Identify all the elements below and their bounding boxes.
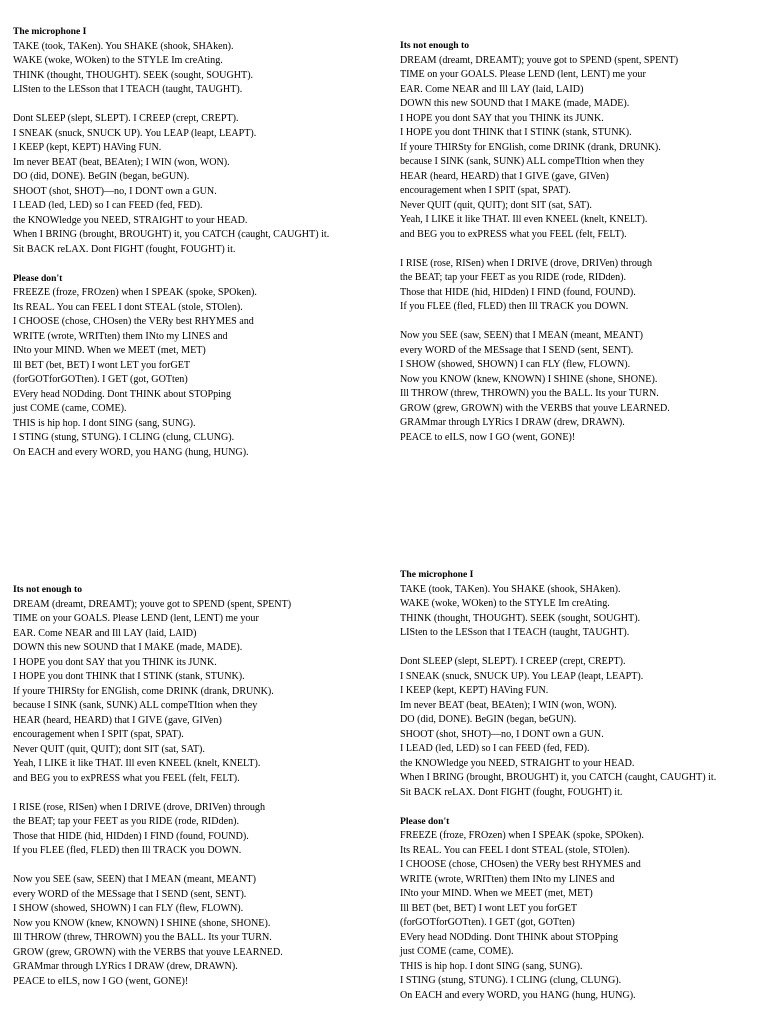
lyric-line: SHOOT (shot, SHOT)—no, I DONT own a GUN. — [13, 185, 217, 197]
lyric-line: and BEG you to exPRESS what you FEEL (felt, FELT). — [400, 228, 627, 240]
lyric-line: GROW (grew, GROWN) with the VERBS that youve LEARNED. — [400, 402, 670, 414]
lyric-line: and BEG you to exPRESS what you FEEL (felt, FELT). — [13, 772, 240, 784]
stanza-gap — [400, 242, 678, 257]
lyric-line: TAKE (took, TAKen). You SHAKE (shook, SHAken). — [13, 40, 234, 52]
lyric-line: WRITE (wrote, WRITten) them INto my LINES and — [13, 330, 228, 342]
lyric-line: DOWN this new SOUND that I MAKE (made, MADE). — [400, 98, 630, 109]
lyric-line: WRITE (wrote, WRITten) them INto my LINES and — [400, 873, 615, 885]
stanza-gap — [400, 641, 716, 656]
lyric-line: I HOPE you dont SAY that you THINK its JUNK. — [13, 656, 217, 668]
lyric-line: because I SINK (sank, SUNK) ALL compeTItion when they — [400, 156, 645, 167]
lyric-line: Never QUIT (quit, QUIT); dont SIT (sat, SAT). — [13, 743, 205, 755]
lyric-line: I STING (stung, STUNG). I CLING (clung, CLUNG). — [13, 432, 235, 443]
lyric-line: Sit BACK reLAX. Dont FIGHT (fought, FOUGHT) it. — [400, 786, 623, 798]
lyric-line: HEAR (heard, HEARD) that I GIVE (gave, GIVen) — [400, 170, 609, 182]
lyric-line: just COME (came, COME). — [13, 403, 127, 414]
lyric-line: GROW (grew, GROWN) with the VERBS that youve LEARNED. — [13, 946, 283, 958]
lyric-line: Im never BEAT (beat, BEAten); I WIN (won, WON). — [400, 699, 617, 711]
lyric-line: FREEZE (froze, FROzen) when I SPEAK (spoke, SPOken). — [13, 287, 257, 298]
lyric-line: I SNEAK (snuck, SNUCK UP). You LEAP (leapt, LEAPT). — [400, 670, 644, 682]
lyric-line: I SHOW (showed, SHOWN) I can FLY (flew, FLOWN). — [13, 903, 244, 914]
stanza-title: Its not enough to — [400, 40, 470, 51]
stanza-gap — [13, 859, 291, 874]
stanza-title: The microphone I — [13, 26, 87, 37]
lyric-line: Dont SLEEP (slept, SLEPT). I CREEP (crept, CREPT). — [400, 656, 626, 667]
lyric-line: Now you SEE (saw, SEEN) that I MEAN (meant, MEANT) — [400, 330, 643, 341]
lyric-line: I SHOW (showed, SHOWN) I can FLY (flew, FLOWN). — [400, 359, 631, 370]
lyric-line: TAKE (took, TAKen). You SHAKE (shook, SHAken). — [400, 583, 621, 595]
lyric-line: Those that HIDE (hid, HIDden) I FIND (found, FOUND). — [400, 286, 636, 298]
lyric-line: INto your MIND. When we MEET (met, MET) — [400, 888, 593, 899]
lyric-line: encouragement when I SPIT (spat, SPAT). — [400, 185, 571, 196]
lyric-line: Sit BACK reLAX. Dont FIGHT (fought, FOUGHT) it. — [13, 243, 236, 255]
lyric-line: When I BRING (brought, BROUGHT) it, you CATCH (caught, CAUGHT) it. — [13, 229, 330, 240]
lyric-line: Ill THROW (threw, THROWN) you the BALL. Its your TURN. — [400, 388, 659, 399]
lyric-line: (forGOTforGOTten). I GET (got, GOTten) — [400, 917, 575, 928]
lyric-line: I HOPE you dont SAY that you THINK its JUNK. — [400, 112, 604, 124]
lyric-line: I HOPE you dont THINK that I STINK (stank, STUNK). — [400, 127, 632, 138]
lyric-line: PEACE to eILS, now I GO (went, GONE)! — [13, 975, 189, 987]
lyric-line: GRAMmar through LYRics I DRAW (drew, DRAWN). — [13, 961, 238, 972]
lyric-line: THINK (thought, THOUGHT). SEEK (sought, SOUGHT). — [400, 612, 641, 624]
lyric-line: Its REAL. You can FEEL I dont STEAL (stole, STOlen). — [400, 844, 630, 856]
lyric-line: If youre THIRSty for ENGlish, come DRINK (drank, DRUNK). — [13, 685, 274, 697]
lyric-line: WAKE (woke, WOken) to the STYLE Im creAting. — [400, 598, 610, 609]
stanza-gap — [13, 786, 291, 801]
lyrics-block-bottom-left — [13, 583, 291, 989]
lyric-line: On EACH and every WORD, you HANG (hung, HUNG). — [400, 989, 636, 1001]
lyric-line: I RISE (rose, RISen) when I DRIVE (drove, DRIVen) through — [13, 801, 266, 813]
lyric-line: Now you KNOW (knew, KNOWN) I SHINE (shone, SHONE). — [13, 917, 271, 929]
lyric-line: I KEEP (kept, KEPT) HAVing FUN. — [400, 685, 549, 696]
lyric-line: Im never BEAT (beat, BEAten); I WIN (won, WON). — [13, 156, 230, 168]
stanza-title: Please don't — [400, 815, 450, 827]
lyric-line: Yeah, I LIKE it like THAT. Ill even KNEEL (knelt, KNELT). — [13, 758, 261, 769]
lyric-line: every WORD of the MESsage that I SEND (sent, SENT). — [13, 888, 247, 900]
lyric-line: I RISE (rose, RISen) when I DRIVE (drove, DRIVen) through — [400, 257, 653, 269]
stanza-gap — [400, 315, 678, 330]
lyric-line: Those that HIDE (hid, HIDden) I FIND (found, FOUND). — [13, 830, 249, 842]
lyric-line: EAR. Come NEAR and Ill LAY (laid, LAID) — [13, 627, 197, 639]
lyric-line: THINK (thought, THOUGHT). SEEK (sought, SOUGHT). — [13, 69, 254, 81]
lyric-line: EAR. Come NEAR and Ill LAY (laid, LAID) — [400, 83, 584, 95]
lyric-line: DOWN this new SOUND that I MAKE (made, MADE). — [13, 642, 243, 653]
stanza-gap — [400, 800, 716, 815]
lyric-line: (forGOTforGOTten). I GET (got, GOTten) — [13, 374, 188, 385]
stanza-gap — [13, 98, 329, 113]
lyric-line: TIME on your GOALS. Please LEND (lent, LENT) me your — [13, 613, 259, 624]
lyric-line: THIS is hip hop. I dont SING (sang, SUNG). — [13, 417, 196, 429]
lyric-line: If youre THIRSty for ENGlish, come DRINK (drank, DRUNK). — [400, 141, 661, 153]
lyric-line: encouragement when I SPIT (spat, SPAT). — [13, 729, 184, 740]
lyric-line: I LEAD (led, LED) so I can FEED (fed, FED). — [13, 200, 203, 211]
lyric-line: DO (did, DONE). BeGIN (began, beGUN). — [400, 714, 577, 725]
lyric-line: Now you KNOW (knew, KNOWN) I SHINE (shone, SHONE). — [400, 373, 658, 385]
lyric-line: I LEAD (led, LED) so I can FEED (fed, FED). — [400, 743, 590, 754]
lyric-line: HEAR (heard, HEARD) that I GIVE (gave, GIVen) — [13, 714, 222, 726]
lyrics-block-top-left — [13, 25, 329, 460]
stanza-title: Please don't — [13, 272, 63, 284]
lyric-line: EVery head NODding. Dont THINK about STOPping — [13, 388, 232, 400]
lyric-line: I SNEAK (snuck, SNUCK UP). You LEAP (leapt, LEAPT). — [13, 127, 257, 139]
lyric-line: Ill BET (bet, BET) I wont LET you forGET — [400, 902, 578, 914]
lyric-line: SHOOT (shot, SHOT)—no, I DONT own a GUN. — [400, 728, 604, 740]
lyric-line: TIME on your GOALS. Please LEND (lent, LENT) me your — [400, 69, 646, 80]
lyric-line: EVery head NODding. Dont THINK about STOPping — [400, 931, 619, 943]
lyric-line: just COME (came, COME). — [400, 946, 514, 957]
lyric-line: LISten to the LESson that I TEACH (taught, TAUGHT). — [400, 627, 630, 638]
lyric-line: When I BRING (brought, BROUGHT) it, you CATCH (caught, CAUGHT) it. — [400, 772, 717, 783]
lyric-line: GRAMmar through LYRics I DRAW (drew, DRAWN). — [400, 417, 625, 428]
lyric-line: Ill BET (bet, BET) I wont LET you forGET — [13, 359, 191, 371]
lyric-line: every WORD of the MESsage that I SEND (sent, SENT). — [400, 344, 634, 356]
lyric-line: the KNOWledge you NEED, STRAIGHT to your HEAD. — [13, 214, 248, 226]
lyric-line: Yeah, I LIKE it like THAT. Ill even KNEEL (knelt, KNELT). — [400, 214, 648, 225]
lyric-line: FREEZE (froze, FROzen) when I SPEAK (spoke, SPOken). — [400, 830, 644, 841]
lyric-line: LISten to the LESson that I TEACH (taught, TAUGHT). — [13, 84, 243, 95]
lyric-line: Now you SEE (saw, SEEN) that I MEAN (meant, MEANT) — [13, 874, 256, 885]
lyric-line: I STING (stung, STUNG). I CLING (clung, CLUNG). — [400, 975, 622, 986]
lyrics-block-bottom-right — [400, 568, 716, 1003]
lyric-line: Its REAL. You can FEEL I dont STEAL (stole, STOlen). — [13, 301, 243, 313]
stanza-title: Its not enough to — [13, 584, 83, 595]
lyric-line: Ill THROW (threw, THROWN) you the BALL. Its your TURN. — [13, 932, 272, 943]
lyric-line: the BEAT; tap your FEET as you RIDE (rode, RIDden). — [13, 816, 240, 827]
lyric-line: I KEEP (kept, KEPT) HAVing FUN. — [13, 142, 162, 153]
lyric-line: the BEAT; tap your FEET as you RIDE (rode, RIDden). — [400, 272, 627, 283]
lyric-line: DO (did, DONE). BeGIN (began, beGUN). — [13, 171, 190, 182]
lyric-line: because I SINK (sank, SUNK) ALL compeTItion when they — [13, 700, 258, 711]
lyric-line: I HOPE you dont THINK that I STINK (stank, STUNK). — [13, 671, 245, 682]
lyric-line: PEACE to eILS, now I GO (went, GONE)! — [400, 431, 576, 443]
lyric-line: DREAM (dreamt, DREAMT); youve got to SPEND (spent, SPENT) — [400, 54, 679, 66]
lyric-line: Dont SLEEP (slept, SLEPT). I CREEP (crept, CREPT). — [13, 113, 239, 124]
lyric-line: On EACH and every WORD, you HANG (hung, HUNG). — [13, 446, 249, 458]
lyric-line: WAKE (woke, WOken) to the STYLE Im creAting. — [13, 55, 223, 66]
lyric-line: Never QUIT (quit, QUIT); dont SIT (sat, SAT). — [400, 199, 592, 211]
lyrics-block-top-right — [400, 39, 678, 445]
lyric-line: If you FLEE (fled, FLED) then Ill TRACK you DOWN. — [13, 845, 242, 856]
lyric-line: DREAM (dreamt, DREAMT); youve got to SPEND (spent, SPENT) — [13, 598, 292, 610]
lyric-line: I CHOOSE (chose, CHOsen) the VERy best RHYMES and — [13, 316, 254, 327]
lyric-line: If you FLEE (fled, FLED) then Ill TRACK you DOWN. — [400, 301, 629, 312]
lyric-line: I CHOOSE (chose, CHOsen) the VERy best RHYMES and — [400, 859, 641, 870]
stanza-gap — [13, 257, 329, 272]
lyric-line: INto your MIND. When we MEET (met, MET) — [13, 345, 206, 356]
lyric-line: the KNOWledge you NEED, STRAIGHT to your HEAD. — [400, 757, 635, 769]
lyric-line: THIS is hip hop. I dont SING (sang, SUNG). — [400, 960, 583, 972]
stanza-title: The microphone I — [400, 569, 474, 580]
